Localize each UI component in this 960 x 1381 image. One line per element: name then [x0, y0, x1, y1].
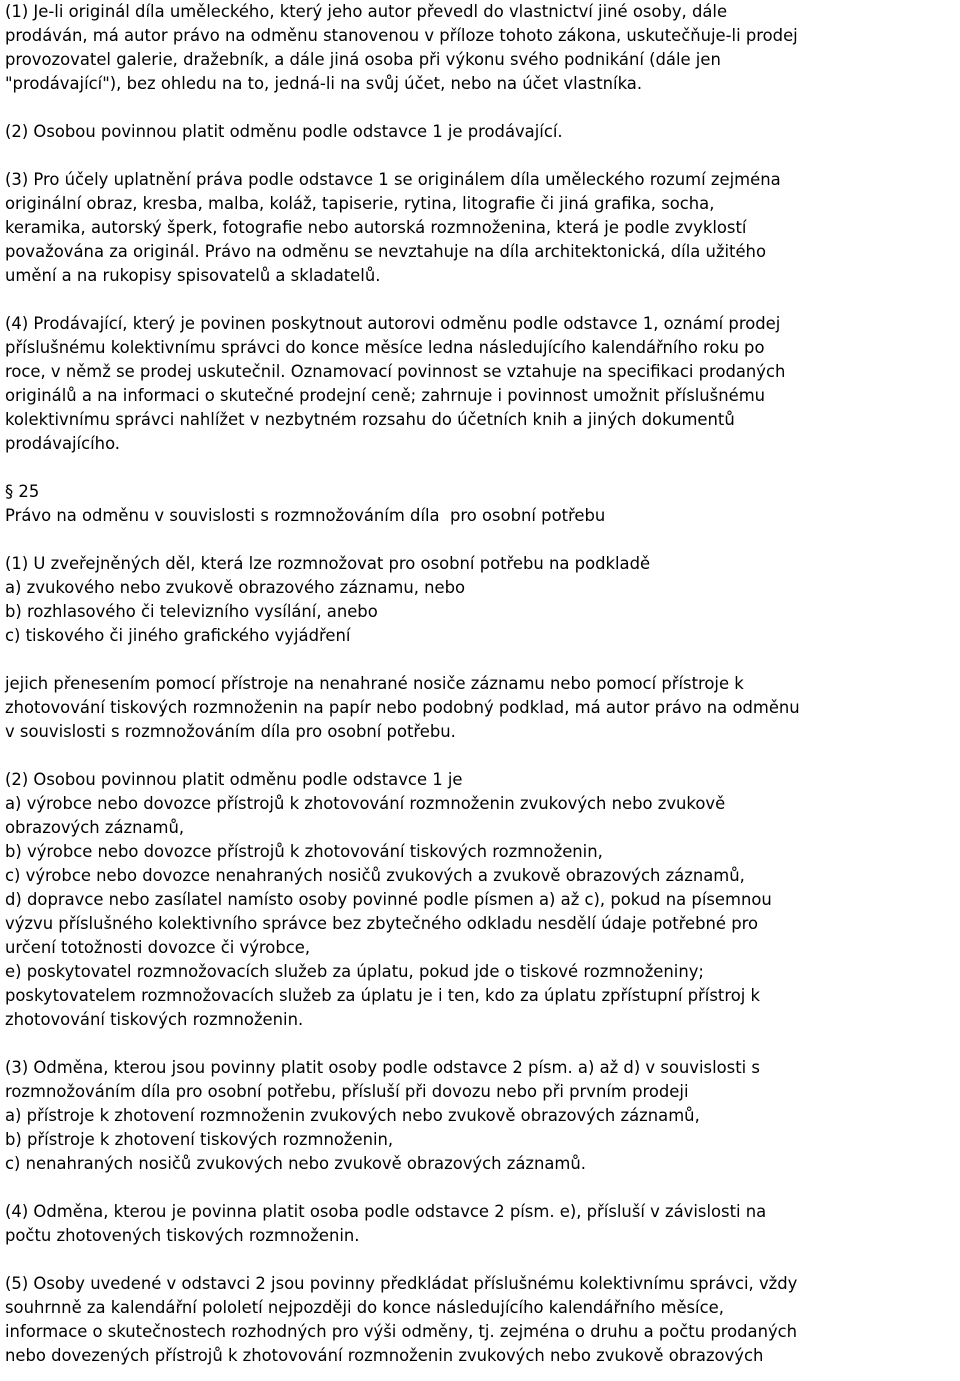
paragraph-line: c) tiskového či jiného grafického vyjádření	[5, 626, 351, 645]
paragraph-p24-2	[5, 120, 957, 144]
paragraph-p24-4	[5, 312, 957, 456]
section-heading-number: § 25	[5, 482, 40, 501]
paragraph-p25-2	[5, 768, 957, 1032]
paragraph-line: příslušnému kolektivnímu správci do konce měsíce ledna následujícího kalendářního roku po	[5, 338, 765, 357]
paragraph-line: obrazových záznamů,	[5, 818, 185, 837]
paragraph-p25-1b	[5, 672, 957, 744]
paragraph-line: provozovatel galerie, dražebník, a dále jiná osoba při výkonu svého podnikání (dále jen	[5, 50, 721, 69]
paragraph-line: v souvislosti s rozmnožováním díla pro osobní potřebu.	[5, 722, 456, 741]
paragraph-line: (4) Odměna, kterou je povinna platit osoba podle odstavce 2 písm. e), přísluší v závislosti na	[5, 1202, 767, 1221]
paragraph-line: souhrnně za kalendářní pololetí nejpozději do konce následujícího kalendářního měsíce,	[5, 1298, 724, 1317]
paragraph-spacer	[5, 1032, 957, 1056]
paragraph-p25-1	[5, 552, 957, 648]
paragraph-line: b) přístroje k zhotovení tiskových rozmnoženin,	[5, 1130, 394, 1149]
paragraph-line: rozmnožováním díla pro osobní potřebu, přísluší při dovozu nebo při prvním prodeji	[5, 1082, 689, 1101]
paragraph-line: (2) Osobou povinnou platit odměnu podle odstavce 1 je prodávající.	[5, 122, 563, 141]
paragraph-line: zhotovování tiskových rozmnoženin na papír nebo podobný podklad, má autor právo na odměnu	[5, 698, 800, 717]
paragraph-line: informace o skutečnostech rozhodných pro výši odměny, tj. zejména o druhu a počtu prodaných	[5, 1322, 798, 1341]
paragraph-line: zhotovování tiskových rozmnoženin.	[5, 1010, 304, 1029]
paragraph-line: d) dopravce nebo zasílatel namísto osoby povinné podle písmen a) až c), pokud na písemnou	[5, 890, 772, 909]
paragraph-line: prodáván, má autor právo na odměnu stanovenou v příloze tohoto zákona, uskutečňuje-li prodej	[5, 26, 798, 45]
paragraph-line: (1) Je-li originál díla uměleckého, který jeho autor převedl do vlastnictví jiné osoby, dále	[5, 2, 728, 21]
paragraph-p25-3	[5, 1056, 957, 1176]
paragraph-line: originálů a na informaci o skutečné prodejní ceně; zahrnuje i povinnost umožnit příslušnému	[5, 386, 766, 405]
paragraph-spacer	[5, 96, 957, 120]
paragraph-line: určení totožnosti dovozce či výrobce,	[5, 938, 311, 957]
paragraph-spacer	[5, 1176, 957, 1200]
paragraph-line: c) nenahraných nosičů zvukových nebo zvukově obrazových záznamů.	[5, 1154, 586, 1173]
paragraph-line: poskytovatelem rozmnožovacích služeb za úplatu je i ten, kdo za úplatu zpřístupní přístroj k	[5, 986, 760, 1005]
section-heading-title: Právo na odměnu v souvislosti s rozmnožováním díla pro osobní potřebu	[5, 506, 606, 525]
paragraph-p25-5	[5, 1272, 957, 1368]
paragraph-spacer	[5, 1248, 957, 1272]
paragraph-line: (1) U zveřejněných děl, která lze rozmnožovat pro osobní potřebu na podkladě	[5, 554, 651, 573]
paragraph-s25-head	[5, 480, 957, 528]
paragraph-spacer	[5, 288, 957, 312]
document-page	[5, 0, 957, 1368]
paragraph-line: (3) Odměna, kterou jsou povinny platit osoby podle odstavce 2 písm. a) až d) v souvislosti s	[5, 1058, 760, 1077]
paragraph-p24-1	[5, 0, 957, 96]
paragraph-line: umění a na rukopisy spisovatelů a skladatelů.	[5, 266, 381, 285]
paragraph-line: kolektivnímu správci nahlížet v nezbytném rozsahu do účetních knih a jiných dokumentů	[5, 410, 735, 429]
paragraph-line: "prodávající"), bez ohledu na to, jedná-li na svůj účet, nebo na účet vlastníka.	[5, 74, 643, 93]
paragraph-line: e) poskytovatel rozmnožovacích služeb za úplatu, pokud jde o tiskové rozmnoženiny;	[5, 962, 704, 981]
paragraph-spacer	[5, 144, 957, 168]
paragraph-line: (3) Pro účely uplatnění práva podle odstavce 1 se originálem díla uměleckého rozumí zejména	[5, 170, 781, 189]
paragraph-spacer	[5, 744, 957, 768]
paragraph-line: nebo dovezených přístrojů k zhotovování rozmnoženin zvukových nebo zvukově obrazových	[5, 1346, 764, 1365]
paragraph-line: keramika, autorský šperk, fotografie nebo autorská rozmnoženina, která je podle zvyklostí	[5, 218, 747, 237]
paragraph-line: a) přístroje k zhotovení rozmnoženin zvukových nebo zvukově obrazových záznamů,	[5, 1106, 700, 1125]
paragraph-line: jejich přenesením pomocí přístroje na nenahrané nosiče záznamu nebo pomocí přístroje k	[5, 674, 744, 693]
paragraph-line: a) zvukového nebo zvukově obrazového záznamu, nebo	[5, 578, 466, 597]
paragraph-spacer	[5, 648, 957, 672]
paragraph-line: c) výrobce nebo dovozce nenahraných nosičů zvukových a zvukově obrazových záznamů,	[5, 866, 745, 885]
paragraph-line: roce, v němž se prodej uskutečnil. Oznamovací povinnost se vztahuje na specifikaci prodaných	[5, 362, 786, 381]
paragraph-line: považována za originál. Právo na odměnu se nevztahuje na díla architektonická, díla užitého	[5, 242, 766, 261]
paragraph-line: prodávajícího.	[5, 434, 121, 453]
paragraph-p24-3	[5, 168, 957, 288]
paragraph-p25-4	[5, 1200, 957, 1248]
paragraph-line: b) rozhlasového či televizního vysílání, anebo	[5, 602, 378, 621]
paragraph-spacer	[5, 456, 957, 480]
paragraph-line: výzvu příslušného kolektivního správce bez zbytečného odkladu nesdělí údaje potřebné pro	[5, 914, 759, 933]
paragraph-line: originální obraz, kresba, malba, koláž, tapiserie, rytina, litografie či jiná grafika, socha,	[5, 194, 715, 213]
paragraph-line: (2) Osobou povinnou platit odměnu podle odstavce 1 je	[5, 770, 463, 789]
paragraph-line: (4) Prodávající, který je povinen poskytnout autorovi odměnu podle odstavce 1, oznámí prodej	[5, 314, 781, 333]
paragraph-line: počtu zhotovených tiskových rozmnoženin.	[5, 1226, 360, 1245]
paragraph-line: b) výrobce nebo dovozce přístrojů k zhotovování tiskových rozmnoženin,	[5, 842, 603, 861]
paragraph-spacer	[5, 528, 957, 552]
paragraph-line: a) výrobce nebo dovozce přístrojů k zhotovování rozmnoženin zvukových nebo zvukově	[5, 794, 726, 813]
paragraph-line: (5) Osoby uvedené v odstavci 2 jsou povinny předkládat příslušnému kolektivnímu správci, vždy	[5, 1274, 798, 1293]
